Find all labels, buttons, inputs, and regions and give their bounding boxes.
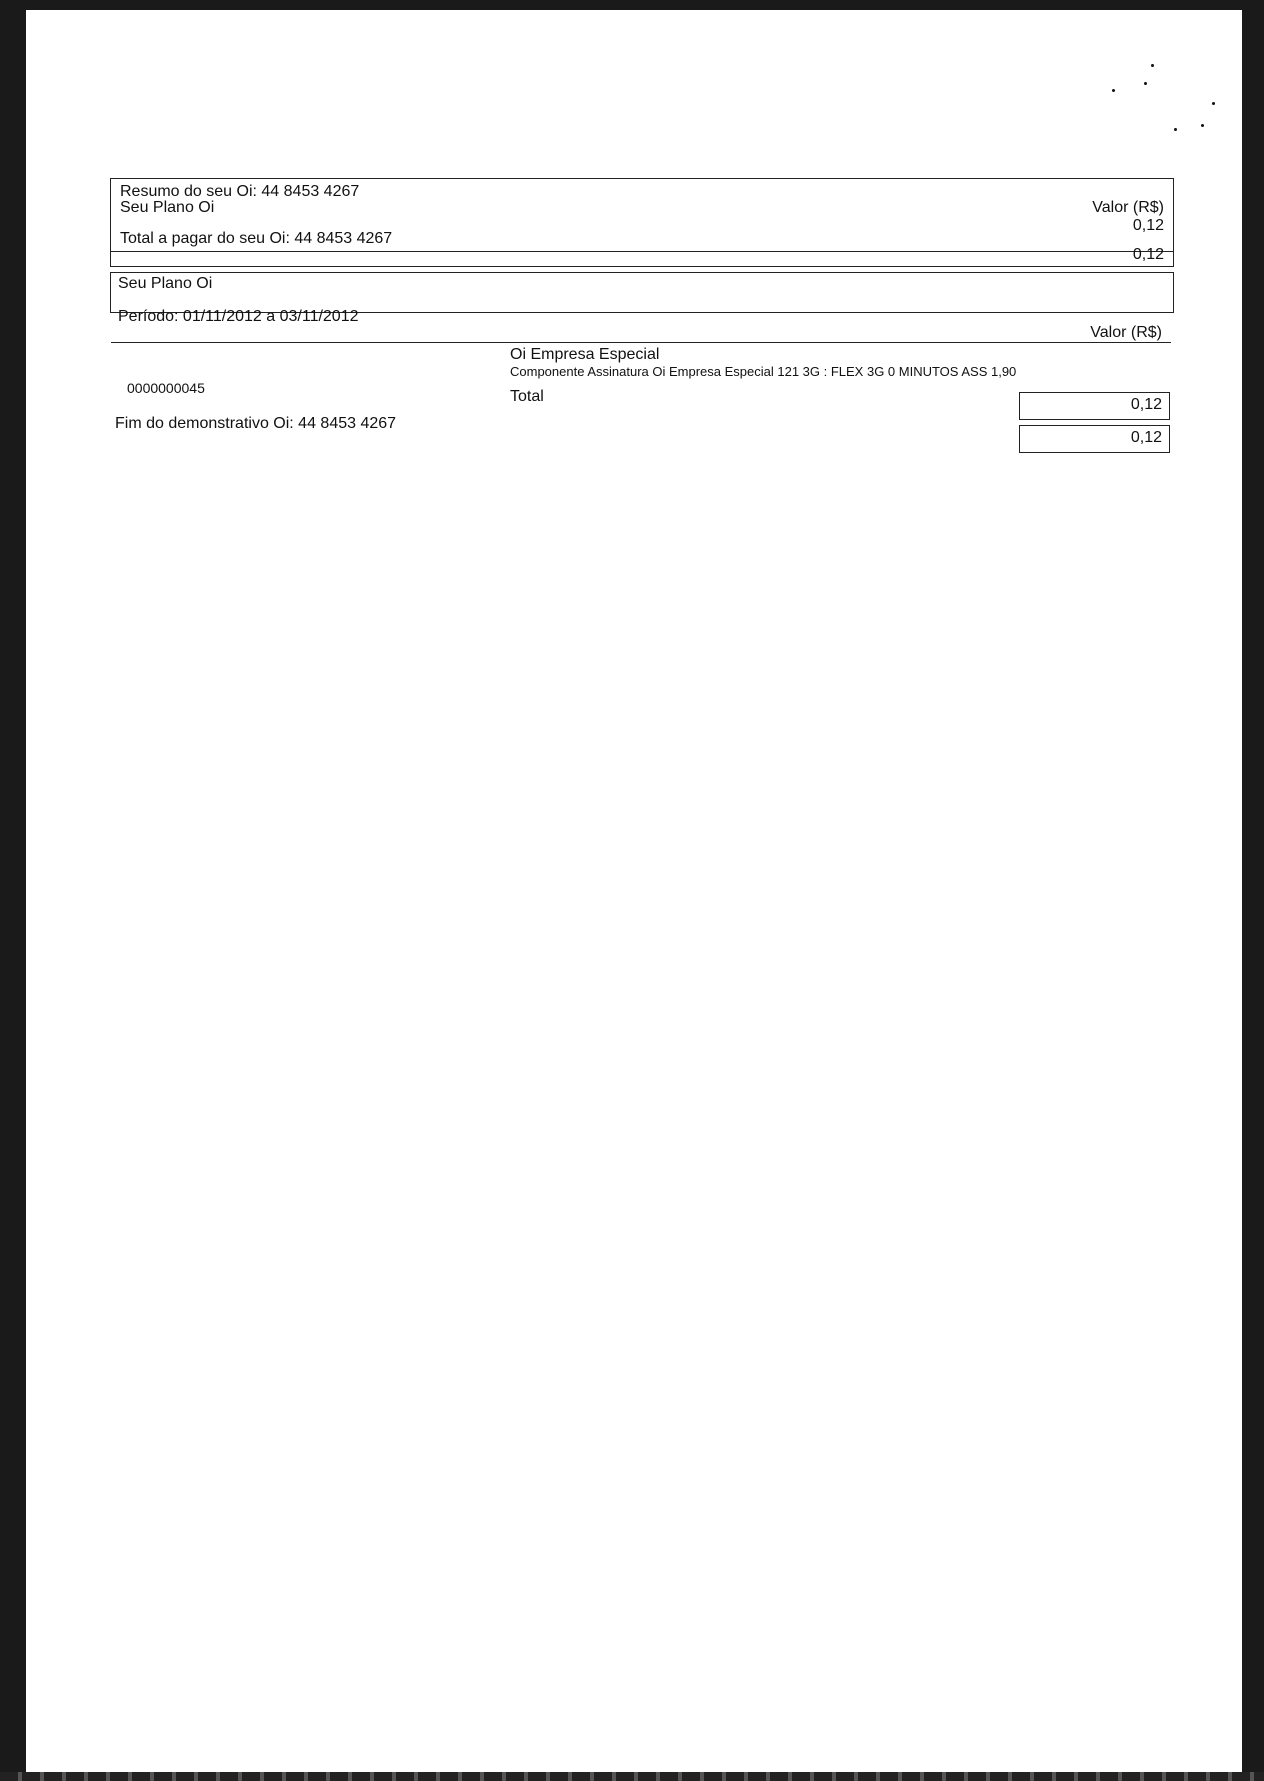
- resumo-total-label: Total a pagar do seu Oi: 44 8453 4267: [120, 230, 393, 247]
- plano-component: Componente Assinatura Oi Empresa Especial 121 3G : FLEX 3G 0 MINUTOS ASS 1,90: [510, 364, 1017, 379]
- plano-header-box: [110, 272, 1174, 313]
- scan-speck: [1201, 124, 1204, 127]
- plano-periodo: Período: 01/11/2012 a 03/11/2012: [118, 308, 359, 325]
- plano-total-value: 0,12: [1130, 396, 1162, 413]
- plano-end-value: 0,12: [1130, 429, 1162, 446]
- resumo-divider: [111, 251, 1173, 252]
- scan-speck: [1212, 102, 1215, 105]
- plano-end-label: Fim do demonstrativo Oi: 44 8453 4267: [115, 415, 397, 432]
- scan-speck: [1112, 89, 1115, 92]
- plano-product: Oi Empresa Especial: [510, 346, 660, 363]
- resumo-title: Resumo do seu Oi: 44 8453 4267: [120, 183, 360, 200]
- plano-divider: [111, 342, 1171, 343]
- scan-speck: [1174, 128, 1177, 131]
- plano-title: Seu Plano Oi: [118, 275, 213, 292]
- resumo-total-value: 0,12: [1132, 246, 1164, 263]
- plano-valor-header: Valor (R$): [1090, 324, 1162, 341]
- resumo-plan-label: Seu Plano Oi: [120, 199, 215, 216]
- resumo-valor-header: Valor (R$): [1092, 199, 1164, 216]
- scan-border: [0, 1772, 1264, 1781]
- resumo-plan-value: 0,12: [1132, 217, 1164, 234]
- plano-total-label: Total: [510, 388, 544, 405]
- scan-speck: [1151, 64, 1154, 67]
- scan-speck: [1144, 82, 1147, 85]
- plano-code: 0000000045: [127, 380, 205, 396]
